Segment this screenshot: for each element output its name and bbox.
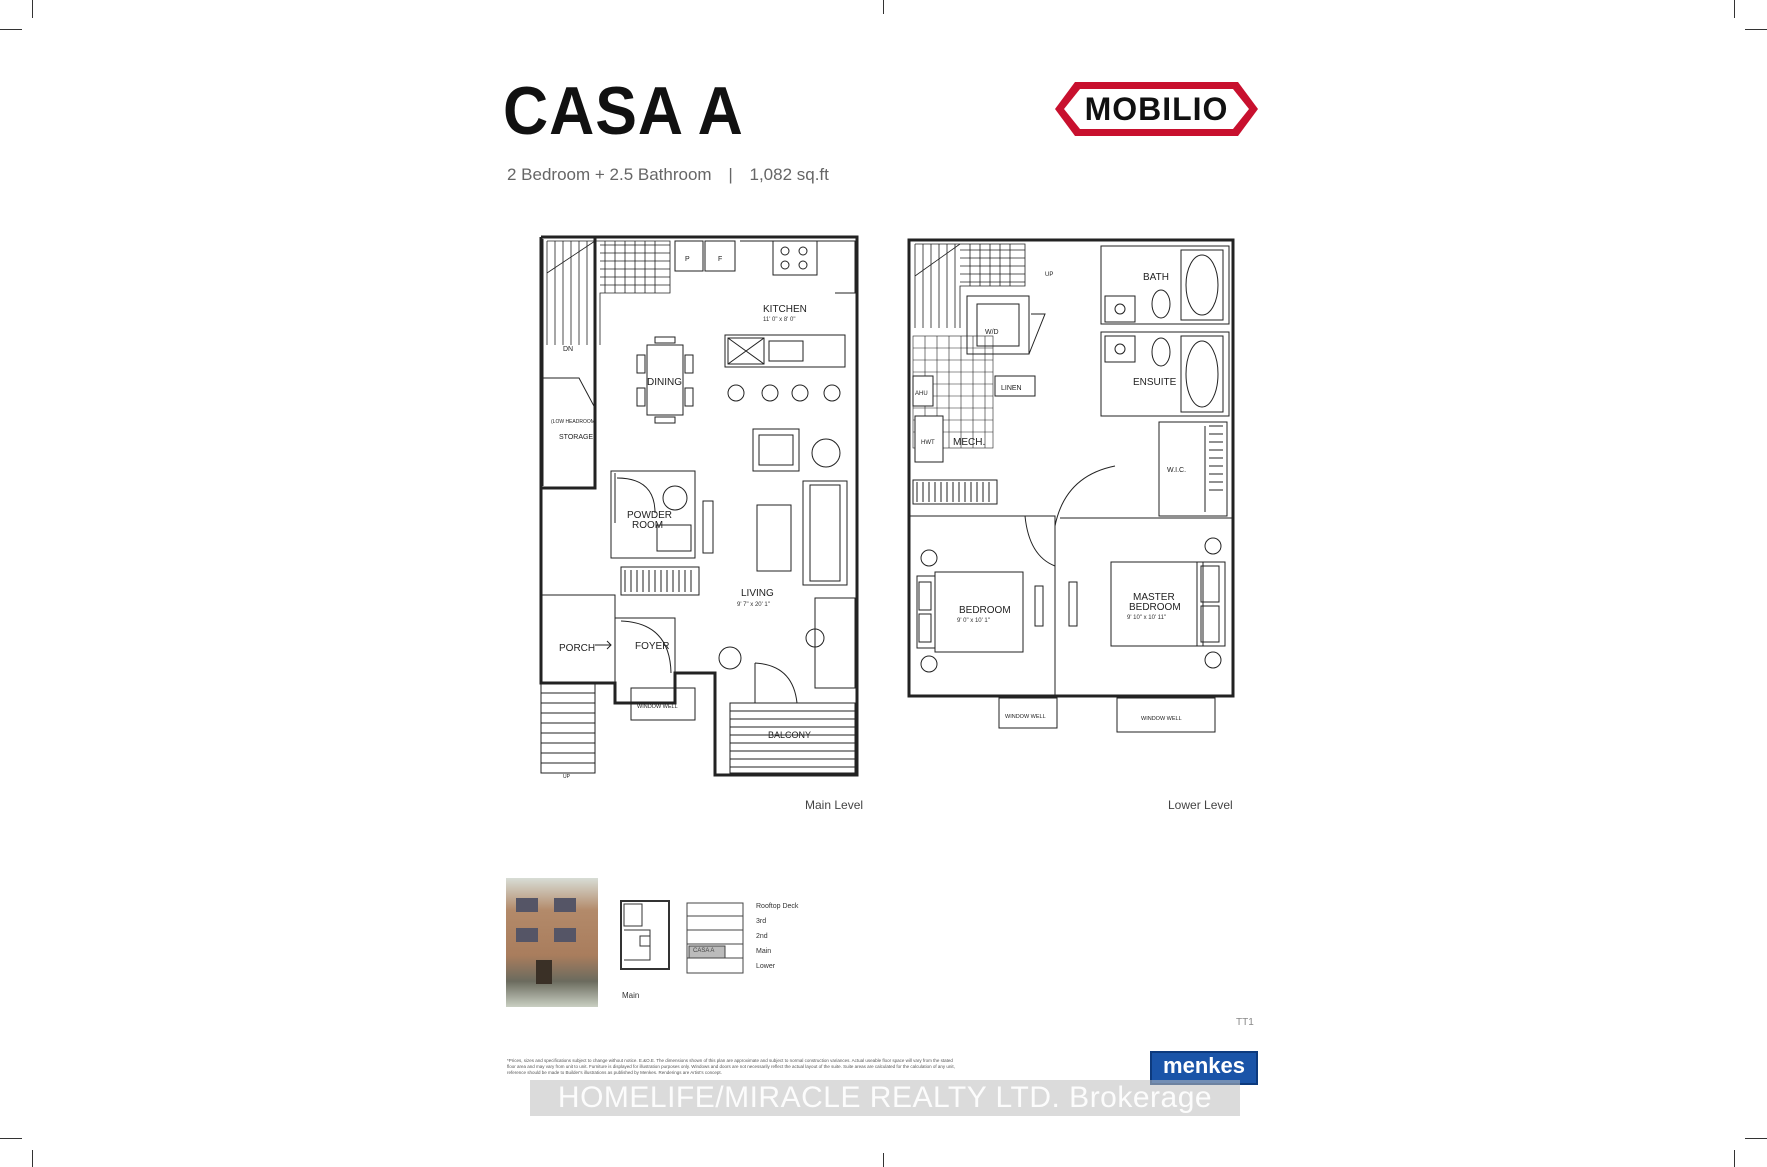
level-rooftop: Rooftop Deck [756,903,799,910]
label-wic: W.I.C. [1167,467,1187,474]
crop-mark [883,0,884,14]
label-linen: LINEN [1001,385,1022,392]
label-porch: PORCH [559,643,596,654]
main-level-caption: Main Level [805,798,864,812]
lower-label-up: UP [1045,272,1054,278]
document-code: TT1 [1236,1017,1254,1028]
label-powder: POWDER [627,510,672,521]
crop-mark [0,1138,22,1139]
separator: | [728,165,733,184]
crop-mark [883,1153,884,1167]
label-pantry: P [685,256,690,263]
lower-window-well-2: WINDOW WELL [1141,716,1182,722]
label-kitchen: KITCHEN [763,304,807,315]
storage-note: (LOW HEADROOM) [551,419,597,425]
label-bath: BATH [1143,272,1169,283]
disclaimer-text: *Prices, sizes and specifications subject to change without notice. E.&O.E. The dimensions shown of this plan are approximate and subject to normal construction variances. Actual useable floor space will vary from the stated floor area and may vary from unit to unit. Furniture is displayed for illustration purposes only. Windows and doors are not necessarily reflect the actual layout of the suite. Suite areas are calculated for the calculation of any unit, reference should be made to Builder's illustrations as published by Menkes. Renderings are Artist's concept. [507,1058,955,1075]
crop-mark [1745,1138,1767,1139]
crop-mark [1734,1150,1735,1167]
label-window-well: WINDOW WELL [637,704,678,710]
brand-name: MOBILIO [1084,91,1229,127]
label-wd: W/D [985,329,999,336]
building-photo [506,878,598,1007]
label-foyer: FOYER [635,641,670,652]
crop-mark [32,1150,33,1167]
label-ahu: AHU [915,391,928,397]
label-bedroom: BEDROOM [959,605,1011,616]
lower-level-plan [905,236,1235,751]
label-storage: STORAGE [559,434,594,441]
label-dn: DN [563,346,574,353]
label-master: MASTER [1133,592,1175,603]
label-hwt: HWT [921,440,935,446]
label-ensuite: ENSUITE [1133,377,1177,388]
developer-name: menkes [1163,1053,1245,1078]
label-dining: DINING [647,377,682,388]
level-3rd: 3rd [756,918,767,925]
crop-mark [1745,29,1767,30]
label-living: LIVING [741,588,774,599]
label-powder-room: ROOM [632,520,664,531]
crop-mark [0,29,22,30]
watermark-text: HOMELIFE/MIRACLE REALTY LTD. Brokerage [557,1081,1213,1114]
level-list [756,903,798,978]
label-fridge: F [718,256,723,263]
level-2nd: 2nd [756,933,768,940]
label-up: UP [563,774,570,778]
building-section [686,902,744,974]
key-plan [620,900,672,972]
crop-mark [1734,0,1735,18]
label-master-bedroom: BEDROOM [1129,602,1181,613]
lower-window-well-1: WINDOW WELL [1005,714,1046,720]
main-level-plan [535,233,860,778]
label-mech: MECH. [953,437,986,448]
master-dimensions: 9' 10" x 10' 11" [1127,615,1167,621]
area: 1,082 sq.ft [749,165,829,184]
level-main: Main [756,948,772,955]
living-dimensions: 9' 7" x 20' 1" [737,602,770,608]
label-balcony: BALCONY [768,730,812,740]
bedroom-dimensions: 9' 0" x 10' 1" [957,618,990,624]
unit-title: CASA A [503,73,744,149]
unit-summary [507,165,841,185]
unit-tag: CASA A [693,948,715,954]
kitchen-dimensions: 11' 0" x 8' 0" [763,317,796,323]
key-plan-caption: Main [622,991,640,1000]
level-lower: Lower [756,963,776,970]
bedrooms-baths: 2 Bedroom + 2.5 Bathroom [507,165,712,184]
crop-mark [32,0,33,18]
lower-level-caption: Lower Level [1168,798,1233,812]
